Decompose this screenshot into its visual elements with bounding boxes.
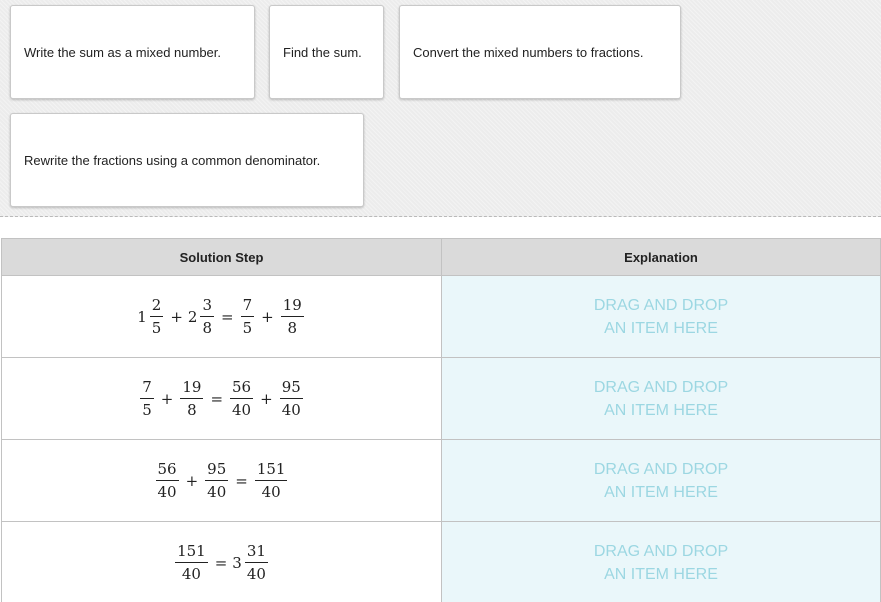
whole-number: 3 xyxy=(232,553,242,572)
fraction xyxy=(255,460,288,501)
solution-step-cell xyxy=(2,276,442,358)
numerator: 95 xyxy=(205,460,228,481)
fraction xyxy=(150,296,164,337)
equals-sign: = xyxy=(235,471,248,490)
numerator: 151 xyxy=(255,460,288,481)
operator: + xyxy=(185,471,199,490)
denominator: 5 xyxy=(142,401,152,419)
fraction xyxy=(281,296,304,337)
tile-convert-mixed-numbers[interactable] xyxy=(399,5,681,99)
denominator: 5 xyxy=(242,319,253,337)
denominator: 8 xyxy=(187,401,197,419)
denominator: 40 xyxy=(157,483,177,501)
tile-label: Write the sum as a mixed number. xyxy=(24,44,222,60)
equals-sign: = xyxy=(214,553,228,572)
denominator: 40 xyxy=(207,483,227,501)
whole-number: 1 xyxy=(137,307,147,326)
denominator: 40 xyxy=(281,401,301,419)
denominator: 40 xyxy=(246,565,266,583)
denominator: 8 xyxy=(287,319,297,337)
tile-label: Find the sum. xyxy=(283,44,362,60)
numerator: 31 xyxy=(245,542,268,563)
fraction xyxy=(245,542,268,583)
drop-zone-line: AN ITEM HERE xyxy=(604,401,718,419)
tile-common-denominator[interactable] xyxy=(10,113,364,207)
operator: + xyxy=(260,389,273,408)
numerator: 3 xyxy=(200,296,214,317)
numerator: 151 xyxy=(175,542,208,563)
denominator: 5 xyxy=(151,319,162,337)
numerator: 19 xyxy=(281,296,304,317)
operator: + xyxy=(160,389,174,408)
tile-write-mixed-number[interactable] xyxy=(10,5,255,99)
fraction xyxy=(241,296,255,337)
table-row xyxy=(2,276,881,358)
denominator: 40 xyxy=(181,565,201,583)
math-expression xyxy=(137,296,306,337)
numerator: 56 xyxy=(156,460,179,481)
denominator: 40 xyxy=(261,483,281,501)
whole-number: 2 xyxy=(187,307,198,326)
fraction xyxy=(205,460,228,501)
explanation-drop-zone[interactable] xyxy=(442,522,881,602)
numerator: 95 xyxy=(280,378,303,399)
solution-step-cell xyxy=(2,522,442,602)
math-expression xyxy=(173,542,270,583)
answer-bank xyxy=(0,0,881,217)
fraction xyxy=(156,460,179,501)
drop-zone-line: DRAG AND DROP xyxy=(593,542,729,560)
table-row xyxy=(2,522,881,602)
numerator: 7 xyxy=(241,296,255,317)
table-header-row xyxy=(2,239,881,276)
solution-step-cell xyxy=(2,440,442,522)
drop-zone-line: AN ITEM HERE xyxy=(604,483,718,501)
numerator: 7 xyxy=(140,378,154,399)
equals-sign: = xyxy=(210,389,224,408)
drop-zone-line: AN ITEM HERE xyxy=(604,565,718,583)
header-solution-step: Solution Step xyxy=(2,239,442,276)
table-row xyxy=(2,358,881,440)
numerator: 19 xyxy=(180,378,203,399)
math-expression xyxy=(138,378,305,419)
explanation-drop-zone[interactable] xyxy=(442,440,881,522)
drop-zone-line: DRAG AND DROP xyxy=(593,378,729,396)
fraction xyxy=(140,378,154,419)
header-explanation: Explanation xyxy=(442,239,881,276)
denominator: 40 xyxy=(232,401,252,419)
operator: + xyxy=(170,307,183,326)
equals-sign: = xyxy=(220,307,234,326)
tile-find-sum[interactable] xyxy=(269,5,384,99)
fraction xyxy=(230,378,253,419)
drop-zone-line: DRAG AND DROP xyxy=(593,460,729,478)
fraction xyxy=(175,542,208,583)
math-expression xyxy=(154,460,290,501)
table-row xyxy=(2,440,881,522)
solution-table xyxy=(1,238,881,602)
tile-label: Rewrite the fractions using a common denominator. xyxy=(24,152,321,168)
solution-step-cell xyxy=(2,358,442,440)
fraction xyxy=(200,296,214,337)
tile-label: Convert the mixed numbers to fractions. xyxy=(413,44,644,60)
explanation-drop-zone[interactable] xyxy=(442,276,881,358)
drop-zone-line: AN ITEM HERE xyxy=(604,319,718,337)
denominator: 8 xyxy=(202,319,212,337)
operator: + xyxy=(261,307,274,326)
fraction xyxy=(180,378,203,419)
fraction xyxy=(280,378,303,419)
explanation-drop-zone[interactable] xyxy=(442,358,881,440)
numerator: 2 xyxy=(150,296,164,317)
numerator: 56 xyxy=(230,378,253,399)
drop-zone-line: DRAG AND DROP xyxy=(593,296,729,314)
